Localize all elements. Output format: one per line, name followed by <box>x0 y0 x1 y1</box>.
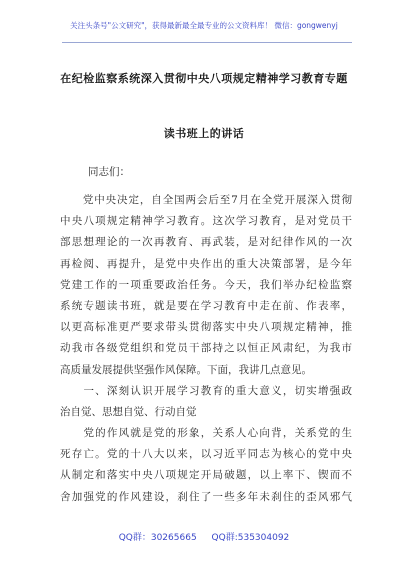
body-line: 舍加强党的作风建设，刹住了一些多年未刹住的歪风邪气 <box>60 490 352 503</box>
section-heading-line: 治自觉、思想自觉、行动自觉 <box>60 405 197 418</box>
header-banner: 关注头条号"公文研究"，获得最新最全最专业的公文资料库！ 微信：gongwenyj <box>70 21 338 30</box>
section-heading-line: 一、深刻认识开展学习教育的重大意义，切实增强政 <box>60 384 352 397</box>
header-divider <box>62 42 352 43</box>
body-line: 以更高标准更严要求带头贯彻落实中央八项规定精神，推 <box>60 321 352 334</box>
body-line: 再检阅、再提升，是党中央作出的重大决策部署，是今年 <box>60 257 352 270</box>
footer-qq-group-1: QQ群：30265665 <box>118 533 197 543</box>
document-subtitle: 读书班上的讲话 <box>163 127 245 140</box>
body-line: 死存亡。党的十八大以来，以习近平同志为核心的党中央 <box>60 448 352 461</box>
footer-contacts <box>0 530 408 543</box>
body-line: 部思想理论的一次再教育、再武装，是对纪律作风的一次 <box>60 236 352 249</box>
footer-qq-group-2: QQ群:535304092 <box>211 533 290 543</box>
body-line: 动我市各级党组织和党员干部持之以恒正风肃纪，为我市 <box>60 342 352 355</box>
body-line: 中央八项规定精神学习教育。这次学习教育，是对党员干 <box>60 215 352 228</box>
document-body <box>60 190 352 508</box>
body-line: 党建工作的一项重要政治任务。今天，我们举办纪检监察 <box>60 278 352 291</box>
document-title: 在纪检监察系统深入贯彻中央八项规定精神学习教育专题 <box>60 72 348 85</box>
body-line: 党中央决定，自全国两会后至7月在全党开展深入贯彻 <box>60 194 352 206</box>
body-line: 高质量发展提供坚强作风保障。下面，我讲几点意见。 <box>60 363 312 376</box>
body-line: 系统专题读书班，就是要在学习教育中走在前、作表率， <box>60 299 352 312</box>
body-line: 从制定和落实中央八项规定开局破题，以上率下、锲而不 <box>60 469 352 482</box>
body-line: 党的作风就是党的形象，关系人心向背，关系党的生 <box>60 427 352 440</box>
salutation: 同志们： <box>88 166 130 178</box>
